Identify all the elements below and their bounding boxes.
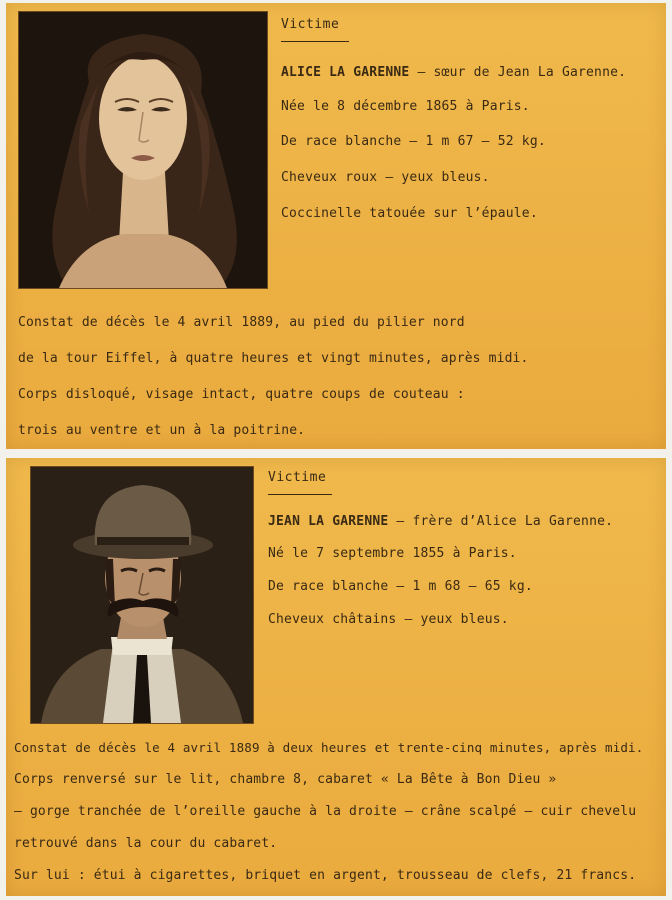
- victime-underline: [268, 494, 332, 495]
- report-line: Corps disloqué, visage intact, quatre coups de couteau :: [18, 387, 465, 402]
- woman-portrait-drawing: [19, 12, 267, 288]
- identity-line: [281, 65, 626, 80]
- victim-card-alice: [6, 3, 666, 449]
- report-line: Constat de décès le 4 avril 1889 à deux heures et trente-cinq minutes, après midi.: [14, 740, 644, 755]
- features-line: Cheveux roux – yeux bleus.: [281, 170, 490, 185]
- marks-line: Coccinelle tatouée sur l’épaule.: [281, 206, 538, 221]
- identity-line: [268, 514, 613, 529]
- report-line: Constat de décès le 4 avril 1889, au pied du pilier nord: [18, 315, 465, 330]
- victime-label: Victime: [268, 470, 327, 485]
- portrait-alice: [18, 11, 268, 289]
- physique-line: De race blanche – 1 m 67 – 52 kg.: [281, 134, 546, 149]
- birth-line: Né le 7 septembre 1855 à Paris.: [268, 546, 517, 561]
- features-line: Cheveux châtains – yeux bleus.: [268, 612, 509, 627]
- physique-line: De race blanche – 1 m 68 – 65 kg.: [268, 579, 533, 594]
- victim-relation: – frère d’Alice La Garenne.: [388, 514, 614, 529]
- victim-name: JEAN LA GARENNE: [268, 514, 389, 529]
- victime-underline: [281, 41, 349, 42]
- report-line: – gorge tranchée de l’oreille gauche à la droite – crâne scalpé – cuir chevelu: [14, 804, 637, 819]
- portrait-jean: [30, 466, 254, 724]
- report-line: trois au ventre et un à la poitrine.: [18, 423, 306, 438]
- report-line: Sur lui : étui à cigarettes, briquet en argent, trousseau de clefs, 21 francs.: [14, 868, 637, 883]
- report-line: de la tour Eiffel, à quatre heures et vingt minutes, après midi.: [18, 351, 529, 366]
- man-portrait-drawing: [31, 467, 253, 723]
- victim-name: ALICE LA GARENNE: [281, 65, 410, 80]
- victim-card-jean: [6, 458, 666, 896]
- victime-label: Victime: [281, 17, 340, 32]
- report-line: Corps renversé sur le lit, chambre 8, cabaret « La Bête à Bon Dieu »: [14, 772, 557, 787]
- report-line: retrouvé dans la cour du cabaret.: [14, 836, 278, 851]
- birth-line: Née le 8 décembre 1865 à Paris.: [281, 99, 530, 114]
- victim-relation: – sœur de Jean La Garenne.: [409, 65, 627, 80]
